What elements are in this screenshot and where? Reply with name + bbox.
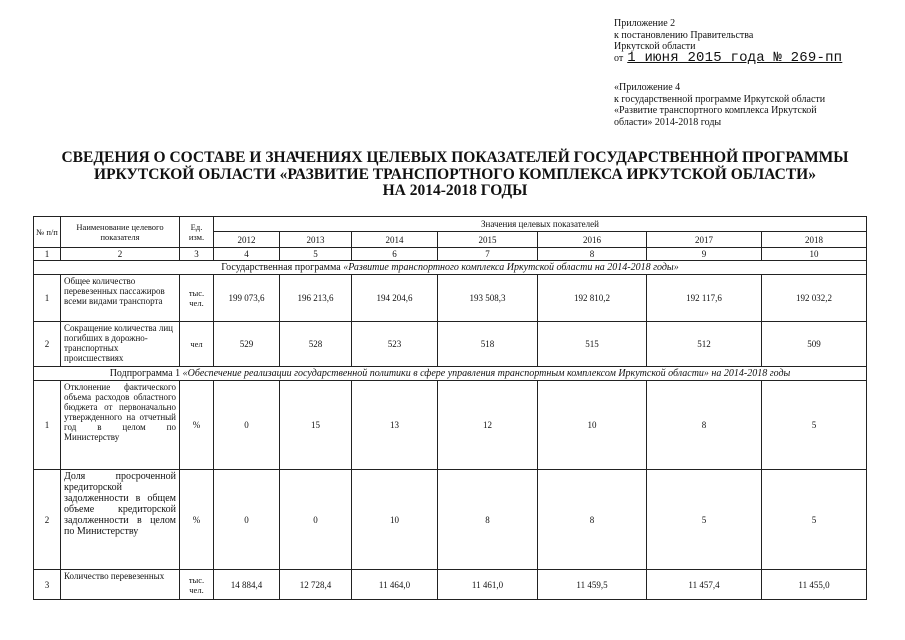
value-cell: 518 <box>438 322 538 367</box>
value-cell: 10 <box>538 381 647 470</box>
value-cell: 529 <box>214 322 280 367</box>
subprogram-title: «Обеспечение реализации государственной политики в сфере управления транспортным комплексом Иркутской области» на 2014-2018 годы <box>182 367 791 379</box>
title-line: ИРКУТСКОЙ ОБЛАСТИ «РАЗВИТИЕ ТРАНСПОРТНОГО КОМПЛЕКСА ИРКУТСКОЙ ОБЛАСТИ» <box>94 165 816 183</box>
table-row <box>34 275 867 322</box>
col-number: 1 <box>34 248 61 261</box>
col-number: 5 <box>280 248 352 261</box>
indicator-name: Сокращение количества лиц погибших в дорожно-транспортных происшествиях <box>61 322 180 367</box>
header-num: № п/п <box>34 217 61 248</box>
value-cell: 11 461,0 <box>438 570 538 600</box>
appendix-line: Иркутской области <box>614 41 696 52</box>
value-cell: 8 <box>538 470 647 570</box>
value-cell: 10 <box>352 470 438 570</box>
year-2014: 2014 <box>352 232 438 248</box>
value-cell: 13 <box>352 381 438 470</box>
table-row <box>34 381 867 470</box>
year-2017: 2017 <box>647 232 762 248</box>
col-number: 8 <box>538 248 647 261</box>
value-cell: 11 459,5 <box>538 570 647 600</box>
subprogram-section-row <box>34 367 867 381</box>
col-number: 2 <box>61 248 180 261</box>
value-cell: 5 <box>647 470 762 570</box>
indicator-unit: чел <box>180 322 214 367</box>
value-cell: 192 032,2 <box>762 275 867 322</box>
value-cell: 5 <box>762 381 867 470</box>
program-section-row <box>34 261 867 275</box>
value-cell: 512 <box>647 322 762 367</box>
value-cell: 196 213,6 <box>280 275 352 322</box>
date-prefix: от <box>614 52 624 64</box>
value-cell: 515 <box>538 322 647 367</box>
document-title <box>40 150 870 200</box>
year-2015: 2015 <box>438 232 538 248</box>
program-section-title <box>34 261 867 275</box>
table-row <box>34 570 867 600</box>
table-row <box>34 322 867 367</box>
value-cell: 14 884,4 <box>214 570 280 600</box>
value-cell: 11 464,0 <box>352 570 438 600</box>
table-row <box>34 470 867 570</box>
row-num: 1 <box>34 381 61 470</box>
title-line: НА 2014-2018 ГОДЫ <box>382 182 528 199</box>
appendix4-line: к государственной программе Иркутской области <box>614 93 826 105</box>
appendix4-line: области» 2014-2018 годы <box>614 116 722 128</box>
indicator-name: Количество перевезенных <box>61 570 180 600</box>
value-cell: 12 <box>438 381 538 470</box>
subprogram-section-title <box>34 367 867 381</box>
indicator-unit: тыс. чел. <box>180 275 214 322</box>
col-number: 9 <box>647 248 762 261</box>
indicator-name: Доля просроченной кредиторской задолженности в общем объеме кредиторской задолженности в целом по Министерству <box>61 470 180 570</box>
row-num: 2 <box>34 322 61 367</box>
appendix4-line: «Развитие транспортного комплекса Иркутской <box>614 105 817 117</box>
indicator-unit: % <box>180 470 214 570</box>
appendix-line: к постановлению Правительства <box>614 29 754 41</box>
year-2016: 2016 <box>538 232 647 248</box>
value-cell: 11 455,0 <box>762 570 867 600</box>
row-num: 1 <box>34 275 61 322</box>
value-cell: 193 508,3 <box>438 275 538 322</box>
header-values-group: Значения целевых показателей <box>214 217 867 232</box>
value-cell: 0 <box>280 470 352 570</box>
value-cell: 523 <box>352 322 438 367</box>
col-number: 7 <box>438 248 538 261</box>
row-num: 2 <box>34 470 61 570</box>
column-numbers-row <box>34 248 867 261</box>
value-cell: 0 <box>214 381 280 470</box>
appendix4-line: «Приложение 4 <box>614 82 681 93</box>
value-cell: 11 457,4 <box>647 570 762 600</box>
header-unit: Ед. изм. <box>180 217 214 248</box>
value-cell: 528 <box>280 322 352 367</box>
title-line: СВЕДЕНИЯ О СОСТАВЕ И ЗНАЧЕНИЯХ ЦЕЛЕВЫХ ПОКАЗАТЕЛЕЙ ГОСУДАРСТВЕННОЙ ПРОГРАММЫ <box>61 149 849 166</box>
col-number: 6 <box>352 248 438 261</box>
year-2013: 2013 <box>280 232 352 248</box>
col-number: 10 <box>762 248 867 261</box>
indicators-table <box>33 216 867 600</box>
value-cell: 509 <box>762 322 867 367</box>
appendix-date-line <box>614 49 843 66</box>
program-prefix: Государственная программа <box>221 261 344 273</box>
appendix-4-block <box>614 82 854 128</box>
value-cell: 0 <box>214 470 280 570</box>
value-cell: 199 073,6 <box>214 275 280 322</box>
value-cell: 8 <box>438 470 538 570</box>
value-cell: 12 728,4 <box>280 570 352 600</box>
year-2012: 2012 <box>214 232 280 248</box>
col-number: 3 <box>180 248 214 261</box>
appendix-2-block <box>614 18 842 64</box>
subprogram-prefix: Подпрограмма 1 <box>109 367 183 379</box>
value-cell: 15 <box>280 381 352 470</box>
indicator-name: Общее количество перевезенных пассажиров всеми видами транспорта <box>61 275 180 322</box>
indicator-unit: тыс. чел. <box>180 570 214 600</box>
header-name: Наименование целевого показателя <box>61 217 180 248</box>
program-title: «Развитие транспортного комплекса Иркутской области на 2014-2018 годы» <box>343 261 679 273</box>
value-cell: 194 204,6 <box>352 275 438 322</box>
appendix-line: Приложение 2 <box>614 18 676 29</box>
year-2018: 2018 <box>762 232 867 248</box>
value-cell: 192 810,2 <box>538 275 647 322</box>
value-cell: 8 <box>647 381 762 470</box>
value-cell: 192 117,6 <box>647 275 762 322</box>
value-cell: 5 <box>762 470 867 570</box>
indicator-unit: % <box>180 381 214 470</box>
decree-date: 1 июня 2015 года № 269-пп <box>627 49 843 66</box>
indicator-name: Отклонение фактического объема расходов областного бюджета от первоначально утвержденного на отчетный год в целом по Министерству <box>61 381 180 470</box>
row-num: 3 <box>34 570 61 600</box>
col-number: 4 <box>214 248 280 261</box>
header-row <box>34 217 867 232</box>
